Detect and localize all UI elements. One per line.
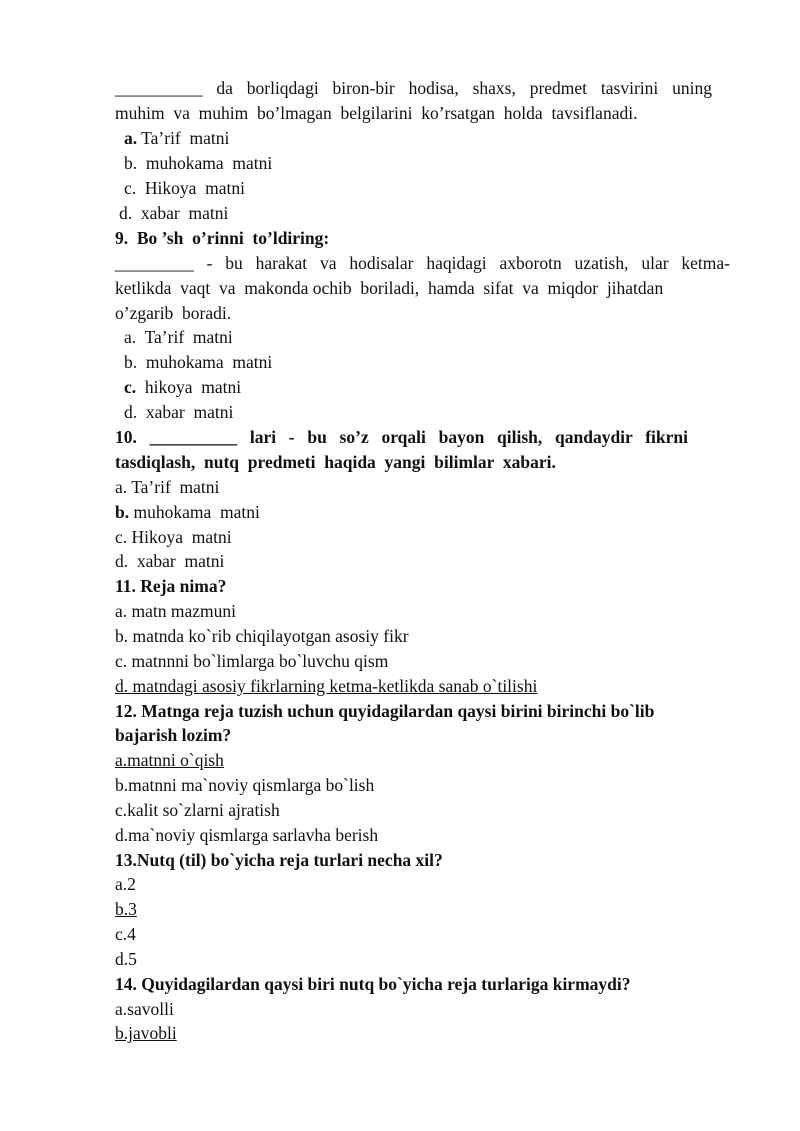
q9-stem-line-1: _________ - bu harakat va hodisalar haqidagi axborotn uzatish, ular ketma- xyxy=(115,253,730,273)
q12-option-d: d.ma`noviy qismlarga sarlavha berish xyxy=(115,825,379,845)
q9-option-b: b. muhokama matni xyxy=(124,352,273,372)
q9-option-c-letter: c. xyxy=(124,377,137,397)
q11-option-c: c. matnnni bo`limlarga bo`luvchu qism xyxy=(115,651,389,671)
q10-option-b-letter: b. xyxy=(115,502,130,522)
q11-title: 11. Reja nima? xyxy=(115,576,227,596)
q13-title: 13.Nutq (til) bo`yicha reja turlari necha xil? xyxy=(115,850,443,870)
q9-stem-line-2: ketlikda vaqt va makonda ochib boriladi, hamda sifat va miqdor jihatdan xyxy=(115,278,664,298)
q12-option-b: b.matnni ma`noviy qismlarga bo`lish xyxy=(115,775,375,795)
q14-option-b: b.javobli xyxy=(115,1023,177,1043)
q14-option-a: a.savolli xyxy=(115,999,174,1019)
q12-option-c: c.kalit so`zlarni ajratish xyxy=(115,800,280,820)
q10-option-a: a. Ta’rif matni xyxy=(115,477,220,497)
q13-option-a: a.2 xyxy=(115,874,136,894)
q8-option-a-letter: a. xyxy=(124,128,138,148)
q14-title: 14. Quyidagilardan qaysi biri nutq bo`yicha reja turlariga kirmaydi? xyxy=(115,974,631,994)
q8-option-d: d. xabar matni xyxy=(119,203,229,223)
q8-option-c: c. Hikoya matni xyxy=(124,178,246,198)
q9-stem-line-3: o’zgarib boradi. xyxy=(115,303,232,323)
q8-stem-line-2: muhim va muhim bo’lmagan belgilarini ko’rsatgan holda tavsiflanadi. xyxy=(115,103,638,123)
q10-option-b-text: muhokama matni xyxy=(129,502,260,522)
q9-option-a: a. Ta’rif matni xyxy=(124,327,233,347)
q12-title-line-2: bajarish lozim? xyxy=(115,725,232,745)
q8-option-a-text: Ta’rif matni xyxy=(137,128,230,148)
q13-option-d: d.5 xyxy=(115,949,137,969)
q8-option-b: b. muhokama matni xyxy=(124,153,273,173)
q13-option-b: b.3 xyxy=(115,899,137,919)
q8-option-a xyxy=(124,126,800,150)
q10-title-line-1: 10. __________ lari - bu so’z orqali bayon qilish, qandaydir fikrni xyxy=(115,427,688,447)
q12-title-line-1: 12. Matnga reja tuzish uchun quyidagilardan qaysi birini birinchi bo`lib xyxy=(115,701,655,721)
q13-option-c: c.4 xyxy=(115,924,136,944)
q10-title-line-2: tasdiqlash, nutq predmeti haqida yangi bilimlar xabari. xyxy=(115,452,556,472)
q10-option-c: c. Hikoya matni xyxy=(115,527,232,547)
q12-option-a: a.matnni o`qish xyxy=(115,750,224,770)
q9-option-d: d. xabar matni xyxy=(124,402,234,422)
q11-option-d: d. matndagi asosiy fikrlarning ketma-ketlikda sanab o`tilishi xyxy=(115,676,538,696)
q11-option-a: a. matn mazmuni xyxy=(115,601,237,621)
q10-option-d: d. xabar matni xyxy=(115,551,225,571)
q11-option-b: b. matnda ko`rib chiqilayotgan asosiy fikr xyxy=(115,626,409,646)
q9-option-c-text: hikoya matni xyxy=(136,377,242,397)
q9-option-c xyxy=(124,375,800,399)
q8-stem-line-1: __________ da borliqdagi biron-bir hodisa, shaxs, predmet tasvirini uning xyxy=(115,78,712,98)
q9-title: 9. Bo ’sh o’rinni to’ldiring: xyxy=(115,228,330,248)
q10-option-b xyxy=(115,500,800,524)
